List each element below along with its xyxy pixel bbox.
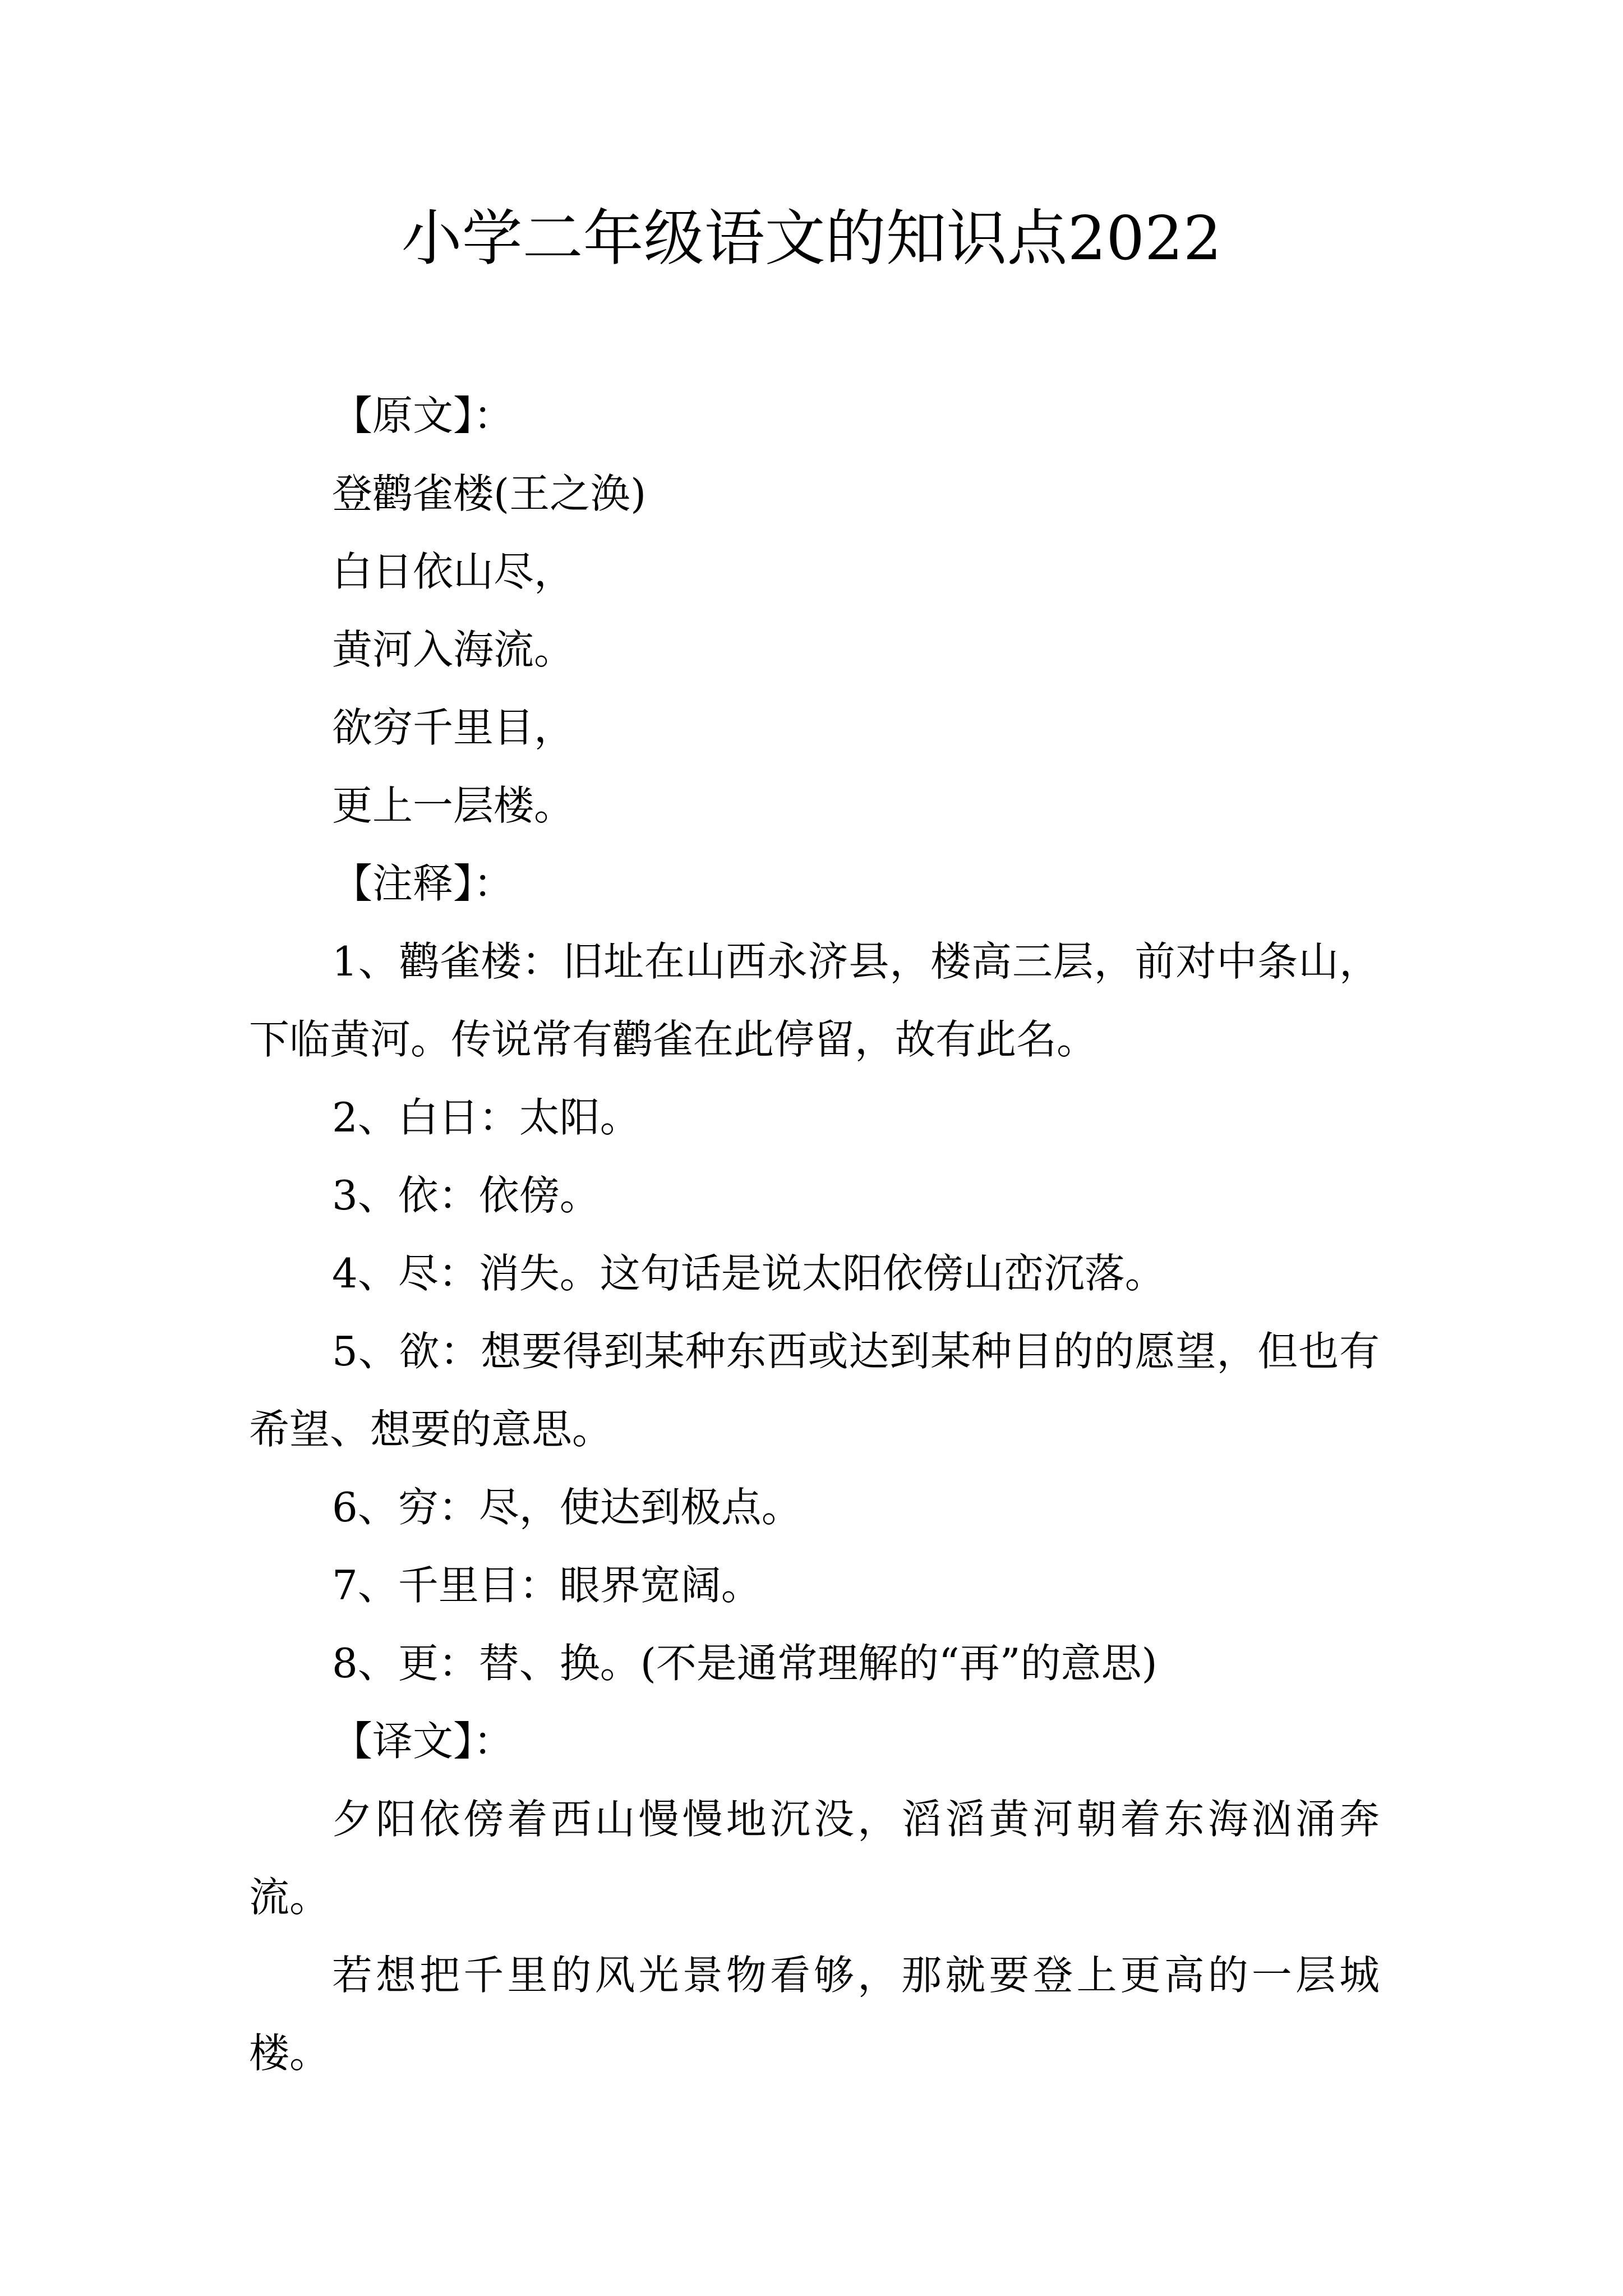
poem-line-4: 更上一层楼。 <box>332 782 575 829</box>
note-1: 1、鹳雀楼：旧址在山西永济县，楼高三层，前对中条山，下临黄河。传说常有鹳雀在此停留，故有此名。 <box>249 938 1380 1063</box>
section-heading-translation: 【译文】： <box>332 1718 514 1765</box>
note-8: 8、更：替、换。(不是通常理解的“再”的意思) <box>332 1640 1158 1687</box>
translation-1: 夕阳依傍着西山慢慢地沉没，滔滔黄河朝着东海汹涌奔流。 <box>249 1796 1380 1921</box>
poem-title: 登鹳雀楼(王之涣) <box>332 470 647 517</box>
note-3: 3、依：依傍。 <box>332 1172 600 1219</box>
section-heading-notes: 【注释】： <box>332 860 514 907</box>
translation-2: 若想把千里的风光景物看够，那就要登上更高的一层城楼。 <box>249 1952 1380 2077</box>
note-6: 6、穷：尽，使达到极点。 <box>332 1484 802 1531</box>
poem-line-1: 白日依山尽， <box>332 548 575 595</box>
section-heading-original: 【原文】： <box>332 392 514 439</box>
poem-line-3: 欲穷千里目， <box>332 704 575 751</box>
document-title: 小学二年级语文的知识点2022 <box>401 204 1222 274</box>
note-7: 7、千里目：眼界宽阔。 <box>332 1562 762 1609</box>
note-4: 4、尽：消失。这句话是说太阳依傍山峦沉落。 <box>332 1250 1165 1297</box>
poem-line-2: 黄河入海流。 <box>332 626 575 673</box>
note-2: 2、白日：太阳。 <box>332 1094 640 1141</box>
document-body <box>249 377 1380 2092</box>
note-5: 5、欲：想要得到某种东西或达到某种目的的愿望，但也有希望、想要的意思。 <box>249 1328 1380 1453</box>
